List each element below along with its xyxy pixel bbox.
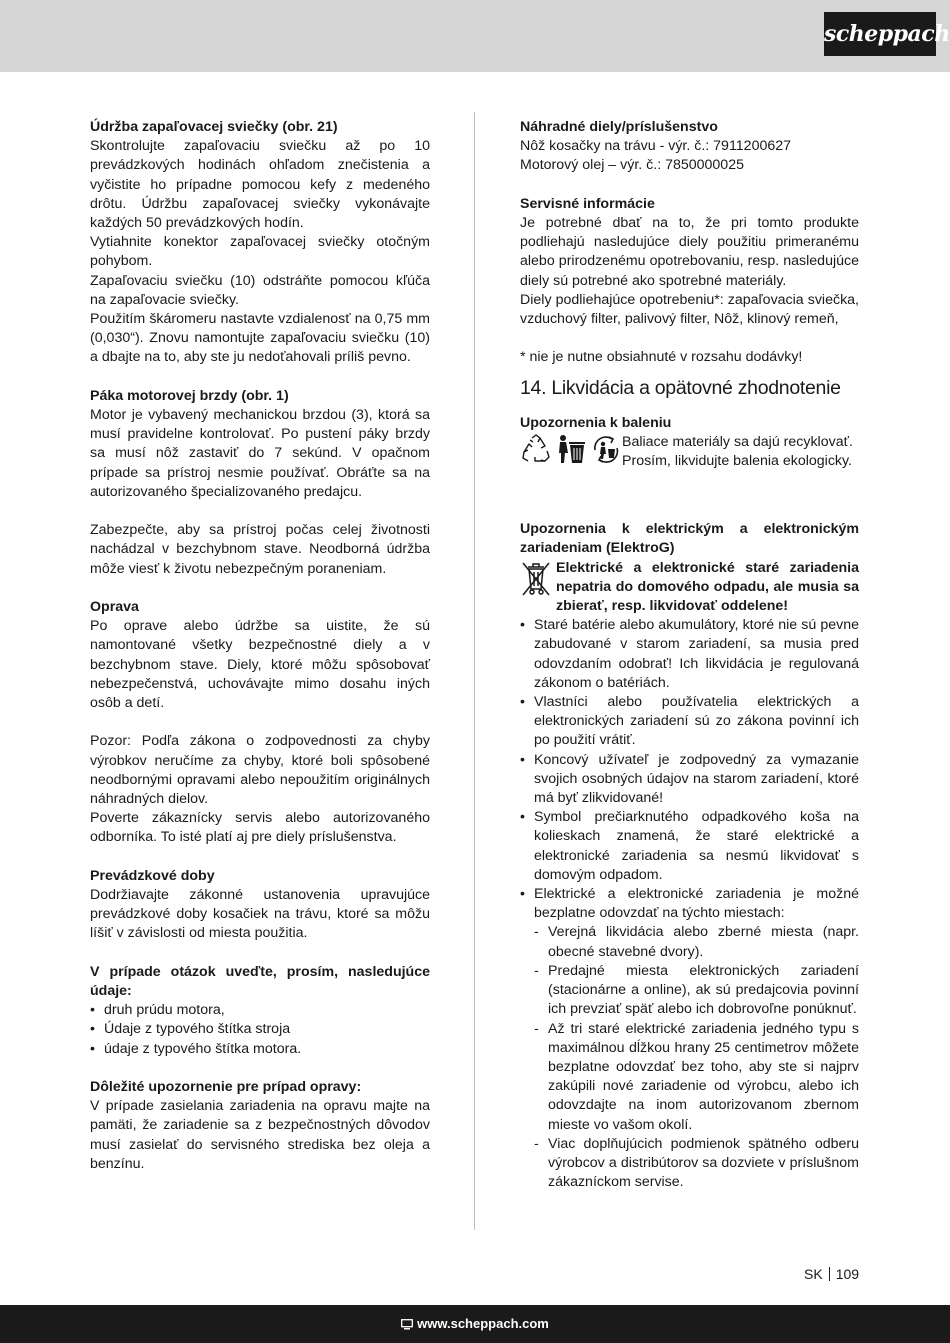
list-item: • údaje z typového štítka motora.: [90, 1040, 430, 1059]
repair-paragraph-1: Po oprave alebo údržbe sa uistite, že sú namontované všetky bezpečnostné diely a v bezchybnom stave. Diely, ktoré môžu spôsobovať nebezpečenstvá, uchovávajte mimo dosahu iných osôb a detí.: [90, 618, 430, 712]
operating-hours-paragraph: Dodržiavajte zákonné ustanovenia upravujúce prevádzkové doby kosačiek na trávu, ktoré sa môžu líšiť v závislosti od miesta použitia.: [90, 887, 430, 942]
weee-section: [520, 520, 859, 1192]
weee-list: [520, 616, 859, 923]
operating-hours-heading: Prevádzkové doby: [90, 867, 215, 884]
spark-plug-paragraph-4: Použitím škáromeru nastavte vzdialenosť na 0,75 mm (0,030“). Znovu namontujte zapaľovaciu sviečku (10) a dbajte na to, aby ste ju nedoťahovali príliš pevno.: [90, 311, 430, 366]
questions-section: [90, 963, 430, 1059]
list-item: - Predajné miesta elektronických zariadení (stacionárne a online), ak sú predajcovia povinní ich prevziať späť alebo ich dobrovoľne ponúknuť.: [520, 962, 859, 1020]
recycle-icon: [520, 433, 552, 465]
list-item: • Údaje z typového štítka stroja: [90, 1020, 430, 1039]
spare-parts-section: [520, 118, 859, 176]
section-14-heading: [520, 376, 859, 400]
packaging-heading: Upozornenia k baleniu: [520, 414, 672, 431]
list-item: - Verejná likvidácia alebo zberné miesta (napr. obecné stavebné dvory).: [520, 923, 859, 961]
service-info-paragraph-1: Je potrebné dbať na to, že pri tomto produkte podliehajú nasledujúce diely použitiu primeranému alebo prirodzenému opotrebovaniu, resp. nasledujúce diely sú potrebné ako spotrebné materiály.: [520, 215, 859, 289]
service-info-heading: Servisné informácie: [520, 195, 655, 212]
column-divider: [474, 112, 475, 1230]
list-item: • Vlastníci alebo používatelia elektrických a elektronických zariadení sú zo zákona povinní ich po použití vrátiť.: [520, 693, 859, 751]
brake-heading: Páka motorovej brzdy (obr. 1): [90, 387, 289, 404]
repair-heading: Oprava: [90, 599, 139, 616]
weee-warning-row: [520, 559, 859, 617]
page-number: [804, 1265, 859, 1283]
brake-section: [90, 387, 430, 579]
section-number: 14.: [520, 376, 547, 399]
list-item: • Koncový užívateľ je zodpovedný za vymazanie svojich osobných údajov na starom zariadení, ktoré má byť zlikvidované!: [520, 751, 859, 809]
questions-heading: V prípade otázok uveďte, prosím, nasledujúce údaje:: [90, 963, 430, 1000]
list-item-text: Elektrické a elektronické zariadenia je možné bezplatne odovzdať na týchto miestach:: [534, 886, 859, 922]
section-title-text: Likvidácia a opätovné zhodnotenie: [551, 376, 841, 399]
spark-plug-paragraph-1: Skontrolujte zapaľovaciu sviečku až po 10 prevádzkových hodinách ohľadom znečistenia a vyčistite ho prípadne pomocou kefy z medeného drôtu. Údržbu zapaľovacej sviečky vykonávajte každých 50 prevádzkových hodín.: [90, 138, 430, 232]
repair-notice-paragraph: V prípade zasielania zariadenia na opravu majte na pamäti, že zariadenie sa z bezpečnostných dôvodov musí zasielať do servisného strediska bez oleja a benzínu.: [90, 1098, 430, 1172]
list-item: • Symbol prečiarknutého odpadkového koša na kolieskach znamená, že staré elektrické a elektronické zariadenia sa nesmú likvidovať s domovým odpadom.: [520, 808, 859, 885]
weee-warning-text: Elektrické a elektronické staré zariadenia nepatria do domového odpadu, ale musia sa zbierať, resp. likvidovať oddelene!: [556, 559, 859, 615]
repair-notice-section: [90, 1078, 430, 1174]
list-item: • Staré batérie alebo akumulátory, ktoré nie sú pevne zabudované v starom zariadení, sa musia pred odovzdaním odobrať! Ich likvidácia je regulovaná zákonom o batériách.: [520, 616, 859, 693]
monitor-icon: [401, 1307, 413, 1343]
questions-list: [90, 1001, 430, 1059]
repair-paragraph-2: Pozor: Podľa zákona o zodpovednosti za chyby výrobkov neručíme za chyby, ktoré boli spôsobené neodbornými opravami alebo nepoužitím originálnych náhradných dielov.: [90, 733, 430, 808]
operating-hours-section: [90, 867, 430, 944]
brake-paragraph-1: Motor je vybavený mechanickou brzdou (3), ktorá sa musí pravidelne kontrolovať. Po pustení páky brzdy sa musí nôž zastaviť do 7 sekúnd. V opačnom prípade sa prístroj nesmie používať. Obráťte sa na autorizovaného špecializovaného predajcu.: [90, 407, 430, 500]
brake-paragraph-2: Zabezpečte, aby sa prístroj počas celej životnosti nachádzal v bezchybnom stave. Neodborná údržba môže viesť k životu nebezpečným poraneniam.: [90, 522, 430, 577]
crossed-bin-icon: [520, 559, 556, 603]
service-info-footnote: * nie je nutne obsiahnuté v rozsahu dodávky!: [520, 349, 803, 366]
spare-parts-heading: Náhradné diely/príslušenstvo: [520, 119, 718, 135]
repair-paragraph-3: Poverte zákaznícky servis alebo autorizovaného odborníka. To isté platí aj pre diely príslušenstva.: [90, 810, 430, 846]
packaging-line-2: Prosím, likvidujte balenia ekologicky.: [622, 453, 852, 470]
service-info-section: [520, 195, 859, 368]
page-number-value: 109: [835, 1266, 860, 1282]
spark-plug-paragraph-2: Vytiahnite konektor zapaľovacej sviečky otočným pohybom.: [90, 234, 430, 270]
packaging-line-1: Baliace materiály sa dajú recyklovať.: [622, 433, 853, 450]
page-language: SK: [804, 1266, 823, 1282]
spark-plug-section: [90, 118, 430, 368]
spare-part-line-1: Nôž kosačky na trávu - výr. č.: 7911200627: [520, 138, 792, 155]
footer-bar: [0, 1305, 950, 1343]
list-item: [520, 885, 859, 923]
right-column: [520, 118, 859, 1192]
eco-disposal-icon: [590, 433, 622, 465]
weee-heading: Upozornenia k elektrickým a elektronickým zariadeniam (ElektroG): [520, 521, 859, 557]
repair-section: [90, 598, 430, 848]
page-number-separator: [829, 1267, 830, 1281]
packaging-row: [520, 433, 859, 471]
service-info-paragraph-2: Diely podliehajúce opotrebeniu*: zapaľovacia sviečka, vzduchový filter, palivový filter, Nôž, klinový remeň,: [520, 291, 859, 328]
list-item: • druh prúdu motora,: [90, 1001, 430, 1020]
spark-plug-heading: Údržba zapaľovacej sviečky (obr. 21): [90, 119, 338, 135]
spark-plug-paragraph-3: Zapaľovaciu sviečku (10) odstráňte pomocou kľúča na zapaľovacie sviečky.: [90, 272, 430, 308]
waste-bin-person-icon: [556, 433, 586, 465]
list-item: - Až tri staré elektrické zariadenia jedného typu s maximálnou dĺžkou hrany 25 centimetrov môžete bezplatne odovzdať bez toho, aby ste si najprv zakúpili nové zariadenie od výrobcu, alebo ich odovzdajte na inom autorizovanom zbernom mieste vo vašom okolí.: [520, 1020, 859, 1135]
list-item: - Viac doplňujúcich podmienok spätného odberu výrobcov a distribútorov sa dozviete v príslušnom zákazníckom servise.: [520, 1135, 859, 1193]
repair-notice-heading: Dôležité upozornenie pre prípad opravy:: [90, 1079, 362, 1096]
footer-url[interactable]: www.scheppach.com: [417, 1316, 549, 1331]
spare-part-line-2: Motorový olej – výr. č.: 7850000025: [520, 157, 744, 174]
packaging-icons: [520, 433, 622, 465]
left-column: [90, 118, 430, 1174]
top-header-bar: [0, 0, 950, 72]
brand-logo: scheppach: [824, 12, 936, 56]
packaging-section: [520, 414, 859, 472]
packaging-text: [622, 433, 859, 471]
weee-sublist: [520, 923, 859, 1192]
